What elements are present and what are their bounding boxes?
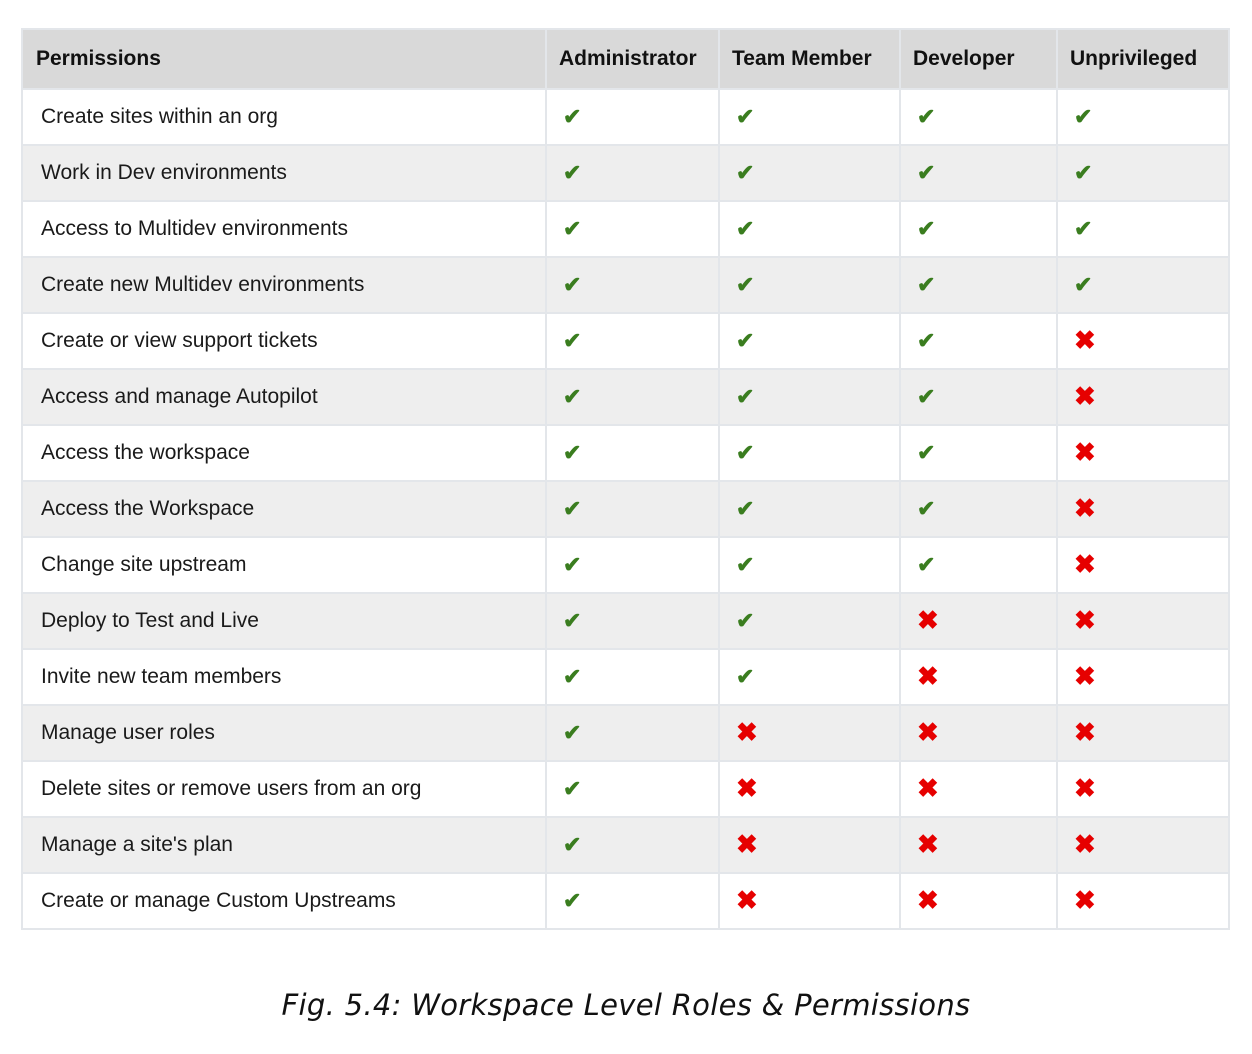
checkmark-icon: ✔: [736, 664, 755, 689]
table-row: [22, 313, 1229, 369]
checkmark-icon: ✔: [563, 888, 582, 913]
table-row: [22, 873, 1229, 929]
checkmark-icon: ✔: [917, 272, 936, 297]
checkmark-icon: ✔: [736, 384, 755, 409]
cross-icon: ✖: [1074, 885, 1096, 915]
permission-label: Create new Multidev environments: [22, 257, 546, 313]
cross-icon: ✖: [736, 717, 758, 747]
permission-cell-developer: [900, 425, 1057, 481]
permission-cell-unprivileged: [1057, 369, 1229, 425]
cross-icon: ✖: [917, 829, 939, 859]
permission-cell-unprivileged: [1057, 425, 1229, 481]
checkmark-icon: ✔: [563, 608, 582, 633]
permission-cell-unprivileged: [1057, 481, 1229, 537]
permission-cell-unprivileged: [1057, 537, 1229, 593]
header-unprivileged: Unprivileged: [1057, 29, 1229, 89]
permission-cell-team-member: [719, 257, 900, 313]
permission-cell-administrator: [546, 817, 719, 873]
table-body: [22, 89, 1229, 929]
checkmark-icon: ✔: [917, 216, 936, 241]
permission-cell-unprivileged: [1057, 817, 1229, 873]
checkmark-icon: ✔: [917, 440, 936, 465]
permission-cell-team-member: [719, 817, 900, 873]
permission-cell-unprivileged: [1057, 89, 1229, 145]
figure-caption: Fig. 5.4: Workspace Level Roles & Permissions: [281, 988, 971, 1022]
table-row: [22, 481, 1229, 537]
checkmark-icon: ✔: [736, 272, 755, 297]
permissions-table: [21, 28, 1230, 930]
checkmark-icon: ✔: [1074, 160, 1093, 185]
checkmark-icon: ✔: [1074, 272, 1093, 297]
permission-cell-administrator: [546, 369, 719, 425]
permission-cell-developer: [900, 313, 1057, 369]
permission-cell-unprivileged: [1057, 201, 1229, 257]
table-header-row: [22, 29, 1229, 89]
permission-label: Work in Dev environments: [22, 145, 546, 201]
permission-label: Create sites within an org: [22, 89, 546, 145]
cross-icon: ✖: [917, 885, 939, 915]
checkmark-icon: ✔: [736, 552, 755, 577]
permission-cell-administrator: [546, 89, 719, 145]
checkmark-icon: ✔: [563, 776, 582, 801]
permission-label: Access and manage Autopilot: [22, 369, 546, 425]
header-developer: Developer: [900, 29, 1057, 89]
permission-label: Manage a site's plan: [22, 817, 546, 873]
permission-label: Create or view support tickets: [22, 313, 546, 369]
permission-cell-administrator: [546, 761, 719, 817]
permission-cell-administrator: [546, 649, 719, 705]
header-permissions: Permissions: [22, 29, 546, 89]
permission-cell-developer: [900, 89, 1057, 145]
header-team-member: Team Member: [719, 29, 900, 89]
permission-cell-developer: [900, 257, 1057, 313]
cross-icon: ✖: [1074, 717, 1096, 747]
permission-cell-team-member: [719, 537, 900, 593]
checkmark-icon: ✔: [1074, 216, 1093, 241]
cross-icon: ✖: [917, 717, 939, 747]
checkmark-icon: ✔: [917, 496, 936, 521]
permission-cell-administrator: [546, 201, 719, 257]
checkmark-icon: ✔: [563, 496, 582, 521]
table-row: [22, 201, 1229, 257]
cross-icon: ✖: [736, 829, 758, 859]
permission-cell-unprivileged: [1057, 257, 1229, 313]
checkmark-icon: ✔: [563, 104, 582, 129]
permission-label: Access to Multidev environments: [22, 201, 546, 257]
permission-cell-unprivileged: [1057, 593, 1229, 649]
permission-cell-team-member: [719, 873, 900, 929]
permission-cell-team-member: [719, 481, 900, 537]
permission-label: Change site upstream: [22, 537, 546, 593]
permission-cell-team-member: [719, 313, 900, 369]
table-row: [22, 649, 1229, 705]
checkmark-icon: ✔: [736, 496, 755, 521]
permissions-table-container: [21, 28, 1228, 930]
checkmark-icon: ✔: [563, 832, 582, 857]
permission-cell-team-member: [719, 145, 900, 201]
permission-cell-team-member: [719, 649, 900, 705]
permission-cell-developer: [900, 705, 1057, 761]
permission-cell-team-member: [719, 201, 900, 257]
permission-cell-developer: [900, 649, 1057, 705]
permission-cell-developer: [900, 761, 1057, 817]
permission-cell-unprivileged: [1057, 761, 1229, 817]
permission-cell-administrator: [546, 537, 719, 593]
permission-cell-team-member: [719, 89, 900, 145]
permission-cell-administrator: [546, 705, 719, 761]
permission-cell-administrator: [546, 593, 719, 649]
cross-icon: ✖: [736, 773, 758, 803]
cross-icon: ✖: [1074, 549, 1096, 579]
header-administrator: Administrator: [546, 29, 719, 89]
table-row: [22, 89, 1229, 145]
table-row: [22, 817, 1229, 873]
permission-cell-administrator: [546, 257, 719, 313]
checkmark-icon: ✔: [736, 216, 755, 241]
cross-icon: ✖: [917, 605, 939, 635]
checkmark-icon: ✔: [563, 384, 582, 409]
permission-cell-team-member: [719, 761, 900, 817]
cross-icon: ✖: [1074, 437, 1096, 467]
checkmark-icon: ✔: [563, 440, 582, 465]
checkmark-icon: ✔: [917, 104, 936, 129]
cross-icon: ✖: [736, 885, 758, 915]
table-row: [22, 537, 1229, 593]
table-row: [22, 369, 1229, 425]
cross-icon: ✖: [1074, 325, 1096, 355]
checkmark-icon: ✔: [563, 272, 582, 297]
checkmark-icon: ✔: [563, 664, 582, 689]
permission-cell-developer: [900, 201, 1057, 257]
checkmark-icon: ✔: [563, 552, 582, 577]
permission-label: Access the workspace: [22, 425, 546, 481]
permission-cell-unprivileged: [1057, 313, 1229, 369]
cross-icon: ✖: [1074, 661, 1096, 691]
permission-cell-team-member: [719, 425, 900, 481]
permission-label: Manage user roles: [22, 705, 546, 761]
permission-cell-developer: [900, 537, 1057, 593]
checkmark-icon: ✔: [736, 328, 755, 353]
permission-cell-team-member: [719, 705, 900, 761]
cross-icon: ✖: [917, 773, 939, 803]
checkmark-icon: ✔: [1074, 104, 1093, 129]
cross-icon: ✖: [1074, 605, 1096, 635]
cross-icon: ✖: [1074, 493, 1096, 523]
permission-label: Create or manage Custom Upstreams: [22, 873, 546, 929]
permission-cell-unprivileged: [1057, 145, 1229, 201]
table-row: [22, 145, 1229, 201]
cross-icon: ✖: [917, 661, 939, 691]
permission-cell-unprivileged: [1057, 705, 1229, 761]
table-row: [22, 257, 1229, 313]
checkmark-icon: ✔: [736, 160, 755, 185]
permission-label: Deploy to Test and Live: [22, 593, 546, 649]
permission-cell-administrator: [546, 313, 719, 369]
checkmark-icon: ✔: [736, 608, 755, 633]
permission-cell-team-member: [719, 369, 900, 425]
table-row: [22, 593, 1229, 649]
permission-label: Access the Workspace: [22, 481, 546, 537]
permission-cell-team-member: [719, 593, 900, 649]
permission-cell-unprivileged: [1057, 649, 1229, 705]
permission-cell-developer: [900, 145, 1057, 201]
checkmark-icon: ✔: [563, 720, 582, 745]
checkmark-icon: ✔: [563, 328, 582, 353]
permission-cell-developer: [900, 873, 1057, 929]
permission-cell-administrator: [546, 481, 719, 537]
permission-cell-administrator: [546, 873, 719, 929]
checkmark-icon: ✔: [563, 160, 582, 185]
permission-label: Invite new team members: [22, 649, 546, 705]
permission-cell-developer: [900, 369, 1057, 425]
permission-cell-unprivileged: [1057, 873, 1229, 929]
permission-cell-administrator: [546, 145, 719, 201]
checkmark-icon: ✔: [917, 328, 936, 353]
checkmark-icon: ✔: [917, 160, 936, 185]
checkmark-icon: ✔: [917, 552, 936, 577]
permission-cell-developer: [900, 481, 1057, 537]
checkmark-icon: ✔: [563, 216, 582, 241]
permission-cell-developer: [900, 593, 1057, 649]
table-row: [22, 705, 1229, 761]
permission-cell-administrator: [546, 425, 719, 481]
table-row: [22, 761, 1229, 817]
checkmark-icon: ✔: [736, 104, 755, 129]
checkmark-icon: ✔: [917, 384, 936, 409]
cross-icon: ✖: [1074, 773, 1096, 803]
table-row: [22, 425, 1229, 481]
permission-label: Delete sites or remove users from an org: [22, 761, 546, 817]
checkmark-icon: ✔: [736, 440, 755, 465]
cross-icon: ✖: [1074, 829, 1096, 859]
permission-cell-developer: [900, 817, 1057, 873]
cross-icon: ✖: [1074, 381, 1096, 411]
